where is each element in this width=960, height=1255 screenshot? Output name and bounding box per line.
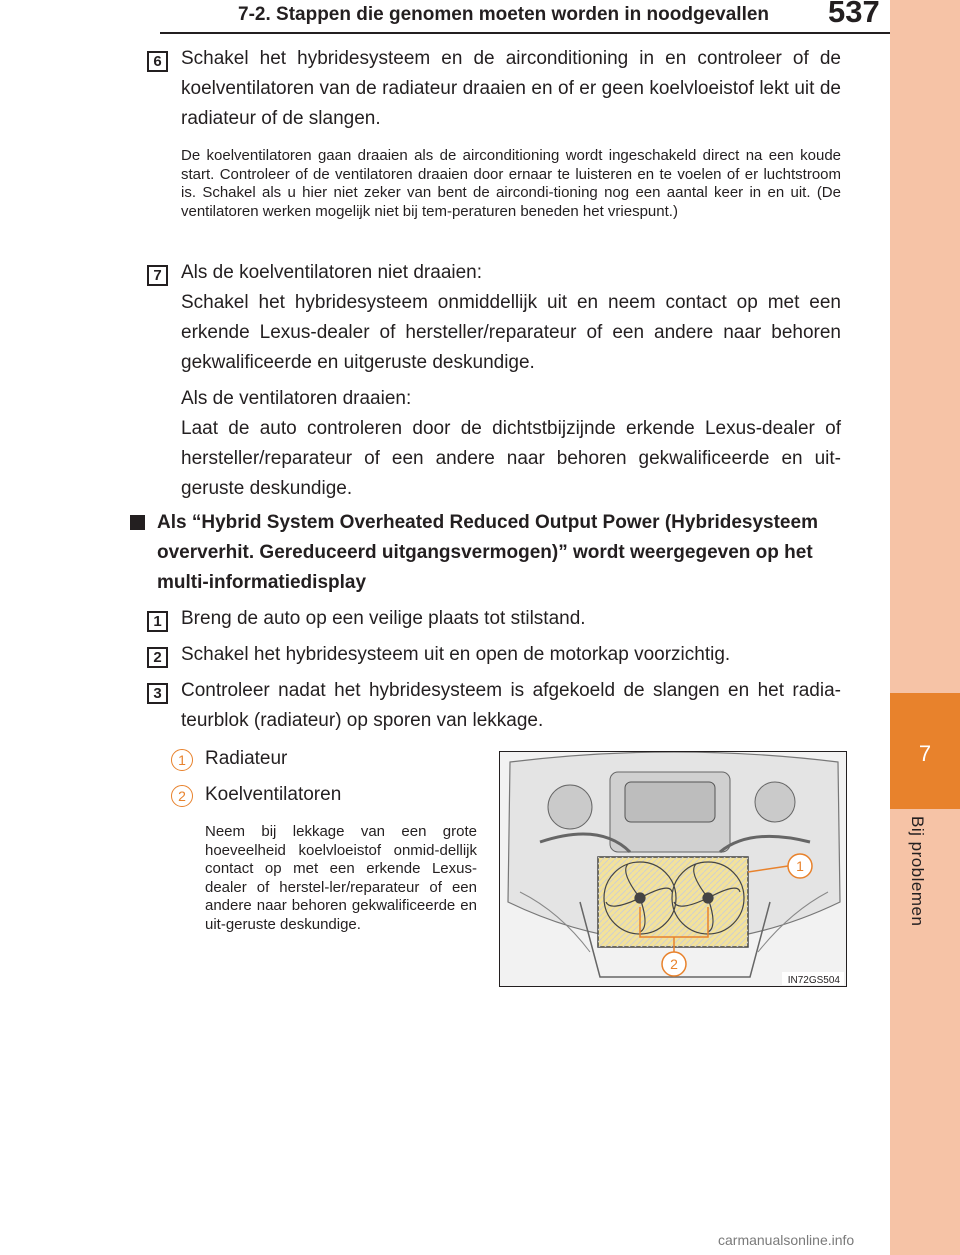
engine-bay-illustration	[499, 751, 847, 987]
step-3-text: Controleer nadat het hybridesysteem is afgekoeld de slangen en het radia-teurblok (radiateur) op sporen van lekkage.	[181, 680, 841, 731]
legend-number-1: 1	[171, 749, 193, 771]
step-7-condition-2: Als de ventilatoren draaien:	[181, 388, 412, 409]
step-7-action-1: Schakel het hybridesysteem onmiddellijk uit en neem contact op met een erkende Lexus-dealer of hersteller/reparateur of een andere naar behoren gekwalificeerde en uitgeruste deskundige.	[181, 292, 841, 373]
watermark: carmanualsonline.info	[718, 1232, 855, 1248]
chapter-side-tab	[890, 0, 960, 1255]
chapter-title: Bij problemen	[908, 816, 927, 927]
section-heading: Als “Hybrid System Overheated Reduced Output Power (Hybridesysteem oververhit. Gereduceerd uitgangsvermogen)” wordt weergegeven op het multi-informatiedisplay	[157, 512, 818, 593]
section-header-title: 7-2. Stappen die genomen moeten worden in noodgevallen	[238, 4, 770, 25]
step-number-1: 1	[147, 611, 168, 632]
step-6-text: Schakel het hybridesysteem en de airconditioning in en controleer of de koelventilatoren van de radiateur draaien en of er geen koelvloeistof lekt uit de radiateur of de slangen.	[181, 48, 841, 129]
callout-2	[662, 952, 686, 976]
section-bullet	[130, 515, 145, 530]
step-6-note: De koelventilatoren gaan draaien als de airconditioning wordt ingeschakeld direct na een koude start. Controleer of de ventilatoren draaien door ernaar te luisteren en te voelen of er luchtstroom is. Schakel als u hier niet zeker van bent de aircondi-tioning nog een aantal keer in en uit. (De ventilatoren werken mogelijk niet bij tem-peraturen beneden het vriespunt.)	[181, 147, 841, 220]
page-number: 537	[828, 0, 880, 29]
step-7-action-2: Laat de auto controleren door de dichtstbijzijnde erkende Lexus-dealer of hersteller/reparateur of een andere naar behoren gekwalificeerde en uit-geruste deskundige.	[181, 418, 841, 499]
legend-label-cooling-fans: Koelventilatoren	[205, 784, 342, 805]
step-number-3: 3	[147, 683, 168, 704]
legend-label-radiator: Radiateur	[205, 748, 288, 769]
step-number-6: 6	[147, 51, 168, 72]
callout-1-label: 1	[796, 858, 804, 874]
legend-note: Neem bij lekkage van een grote hoeveelheid koelvloeistof onmid-dellijk contact op met een erkende Lexus-dealer of herstel-ler/reparateur of een andere naar behoren gekwalificeerde en uit-geruste deskundige.	[205, 823, 477, 933]
engine-bay-drawing	[500, 752, 847, 987]
legend-number-2: 2	[171, 785, 193, 807]
step-number-2: 2	[147, 647, 168, 668]
step-7-condition-1: Als de koelventilatoren niet draaien:	[181, 262, 483, 283]
callout-1	[788, 854, 812, 878]
step-1-text: Breng de auto op een veilige plaats tot stilstand.	[181, 608, 586, 629]
figure-code: IN72GS504	[787, 975, 840, 986]
callout-2-label: 2	[670, 956, 678, 972]
header-rule	[160, 32, 890, 34]
chapter-number: 7	[918, 741, 932, 766]
step-2-text: Schakel het hybridesysteem uit en open de motorkap voorzichtig.	[181, 644, 731, 665]
chapter-number-box	[890, 693, 960, 809]
step-number-7: 7	[147, 265, 168, 286]
